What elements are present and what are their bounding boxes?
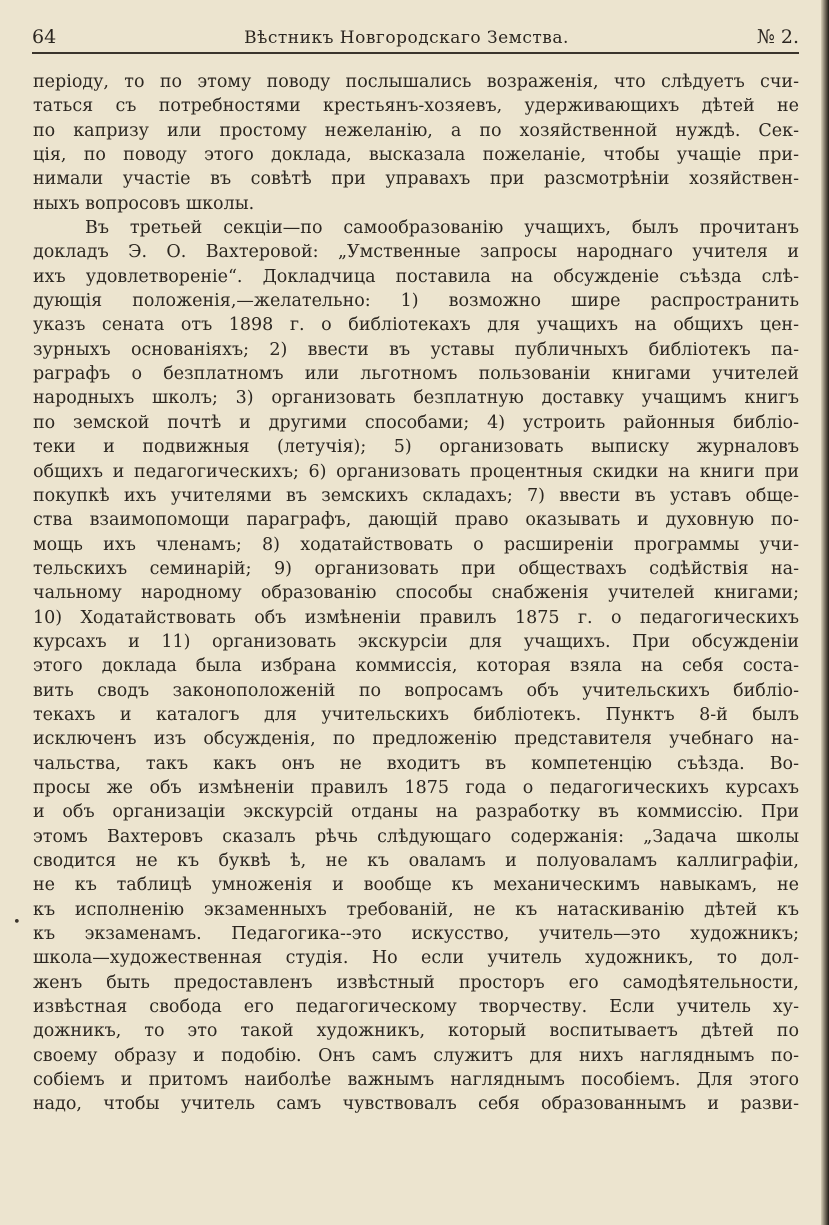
text-line: указъ сената отъ 1898 г. о библіотекахъ для учащихъ на общихъ цен- xyxy=(33,315,799,336)
text-line: народныхъ школъ; 3) организовать безплатную доставку учащимъ книгъ xyxy=(33,388,799,409)
text-line: сводится не къ буквѣ ѣ, не къ оваламъ и полуоваламъ каллиграфіи, xyxy=(33,851,799,871)
text-line: этомъ Вахтеровъ сказалъ рѣчь слѣдующаго содержанія: „Задача школы xyxy=(33,826,799,847)
text-line: тельскихъ семинарій; 9) организовать при обществахъ содѣйствія на- xyxy=(33,558,799,579)
text-line: школа—художественная студія. Но если учитель художникъ, то дол- xyxy=(33,948,799,969)
text-line: и объ организаціи экскурсій отданы на разработку въ коммиссію. При xyxy=(33,802,799,823)
text-line: 10) Ходатайствовать объ измѣненіи правилъ 1875 г. о педагогическихъ xyxy=(33,607,799,628)
text-line: этого доклада была избрана коммиссія, которая взяла на себя соста- xyxy=(33,656,799,677)
text-line: дожникъ, то это такой художникъ, который воспитываетъ дѣтей по xyxy=(33,1021,799,1042)
text-line: ихъ удовлетвореніе“. Докладчица поставила на обсужденіе съѣзда слѣ- xyxy=(33,266,799,287)
body-text xyxy=(33,70,799,1117)
text-line: къ экзаменамъ. Педагогика--это искусство, учитель—это художникъ; xyxy=(33,924,799,945)
text-line: теки и подвижныя (летучія); 5) организовать выписку журналовъ xyxy=(33,437,799,458)
text-line: общихъ и педагогическихъ; 6) организовать процентныя скидки на книги при xyxy=(33,461,799,482)
margin-mark: • xyxy=(13,915,21,930)
text-line: покупкѣ ихъ учителями въ земскихъ складахъ; 7) ввести въ уставъ обще- xyxy=(33,485,799,506)
text-line: женъ быть предоставленъ извѣстный просторъ его самодѣятельности, xyxy=(33,972,799,993)
text-line: исключенъ изъ обсужденія, по предложенію представителя учебнаго на- xyxy=(33,729,799,750)
text-line: таться съ потребностями крестьянъ-хозяевъ, удерживающихъ дѣтей не xyxy=(33,96,799,117)
text-line: докладъ Э. О. Вахтеровой: „Умственные запросы народнаго учителя и xyxy=(33,242,799,263)
text-line: періоду, то по этому поводу послышались возраженія, что слѣдуетъ счи- xyxy=(33,72,799,92)
text-line: вить сводъ законоположеній по вопросамъ объ учительскихъ библіо- xyxy=(33,680,799,701)
text-line: по земской почтѣ и другими способами; 4) устроить районныя библіо- xyxy=(33,412,799,433)
text-line: текахъ и каталогъ для учительскихъ библіотекъ. Пунктъ 8-й былъ xyxy=(33,704,799,725)
text-line: надо, чтобы учитель самъ чувствовалъ себя образованнымъ и разви- xyxy=(33,1094,799,1115)
text-line: по капризу или простому нежеланію, а по хозяйственной нуждѣ. Сек- xyxy=(33,120,799,141)
issue-number: № 2. xyxy=(756,26,799,48)
text-line: своему образу и подобію. Онъ самъ служитъ для нихъ нагляднымъ по- xyxy=(33,1045,799,1066)
text-line: ныхъ вопросовъ школы. xyxy=(33,193,255,214)
text-line: чальному народному образованію способы снабженія учителей книгами; xyxy=(33,583,799,604)
text-line: чальства, такъ какъ онъ не входитъ въ компетенцію съѣзда. Во- xyxy=(33,753,799,774)
text-line: нимали участіе въ совѣтѣ при управахъ при разсмотрѣніи хозяйствен- xyxy=(33,169,799,190)
text-line: раграфъ о безплатномъ или льготномъ пользованіи книгами учителей xyxy=(33,364,799,385)
text-line: ства взаимопомощи параграфъ, дающій право оказывать и духовную по- xyxy=(33,510,799,531)
text-line: зурныхъ основаніяхъ; 2) ввести въ уставы публичныхъ библіотекъ па- xyxy=(33,339,799,360)
text-line: курсахъ и 11) организовать экскурсіи для учащихъ. При обсужденіи xyxy=(33,631,799,652)
text-line: не къ таблицѣ умноженія и вообще къ механическимъ навыкамъ, не xyxy=(33,875,799,896)
text-line: дующія положенія,—желательно: 1) возможно шире распространить xyxy=(33,291,799,312)
text-line: мощь ихъ членамъ; 8) ходатайствовать о расширеніи программы учи- xyxy=(33,534,799,555)
text-line: собіемъ и притомъ наиболѣе важнымъ нагляднымъ пособіемъ. Для этого xyxy=(33,1070,799,1091)
text-line: ція, по поводу этого доклада, высказала пожеланіе, чтобы учащіе при- xyxy=(33,145,799,166)
text-line: просы же объ измѣненіи правилъ 1875 года о педагогическихъ курсахъ xyxy=(33,777,799,798)
text-line: Въ третьей секціи—по самообразованію учащихъ, былъ прочитанъ xyxy=(85,218,799,239)
journal-title: Вѣстникъ Новгородскаго Земства. xyxy=(244,28,569,48)
text-line: къ исполненію экзаменныхъ требованій, не къ натаскиванію дѣтей къ xyxy=(33,899,799,920)
page-number: 64 xyxy=(32,26,57,48)
page-header xyxy=(32,20,799,54)
text-line: извѣстная свобода его педагогическому творчеству. Если учитель ху- xyxy=(33,997,799,1018)
page-edge-shadow xyxy=(821,0,829,1225)
